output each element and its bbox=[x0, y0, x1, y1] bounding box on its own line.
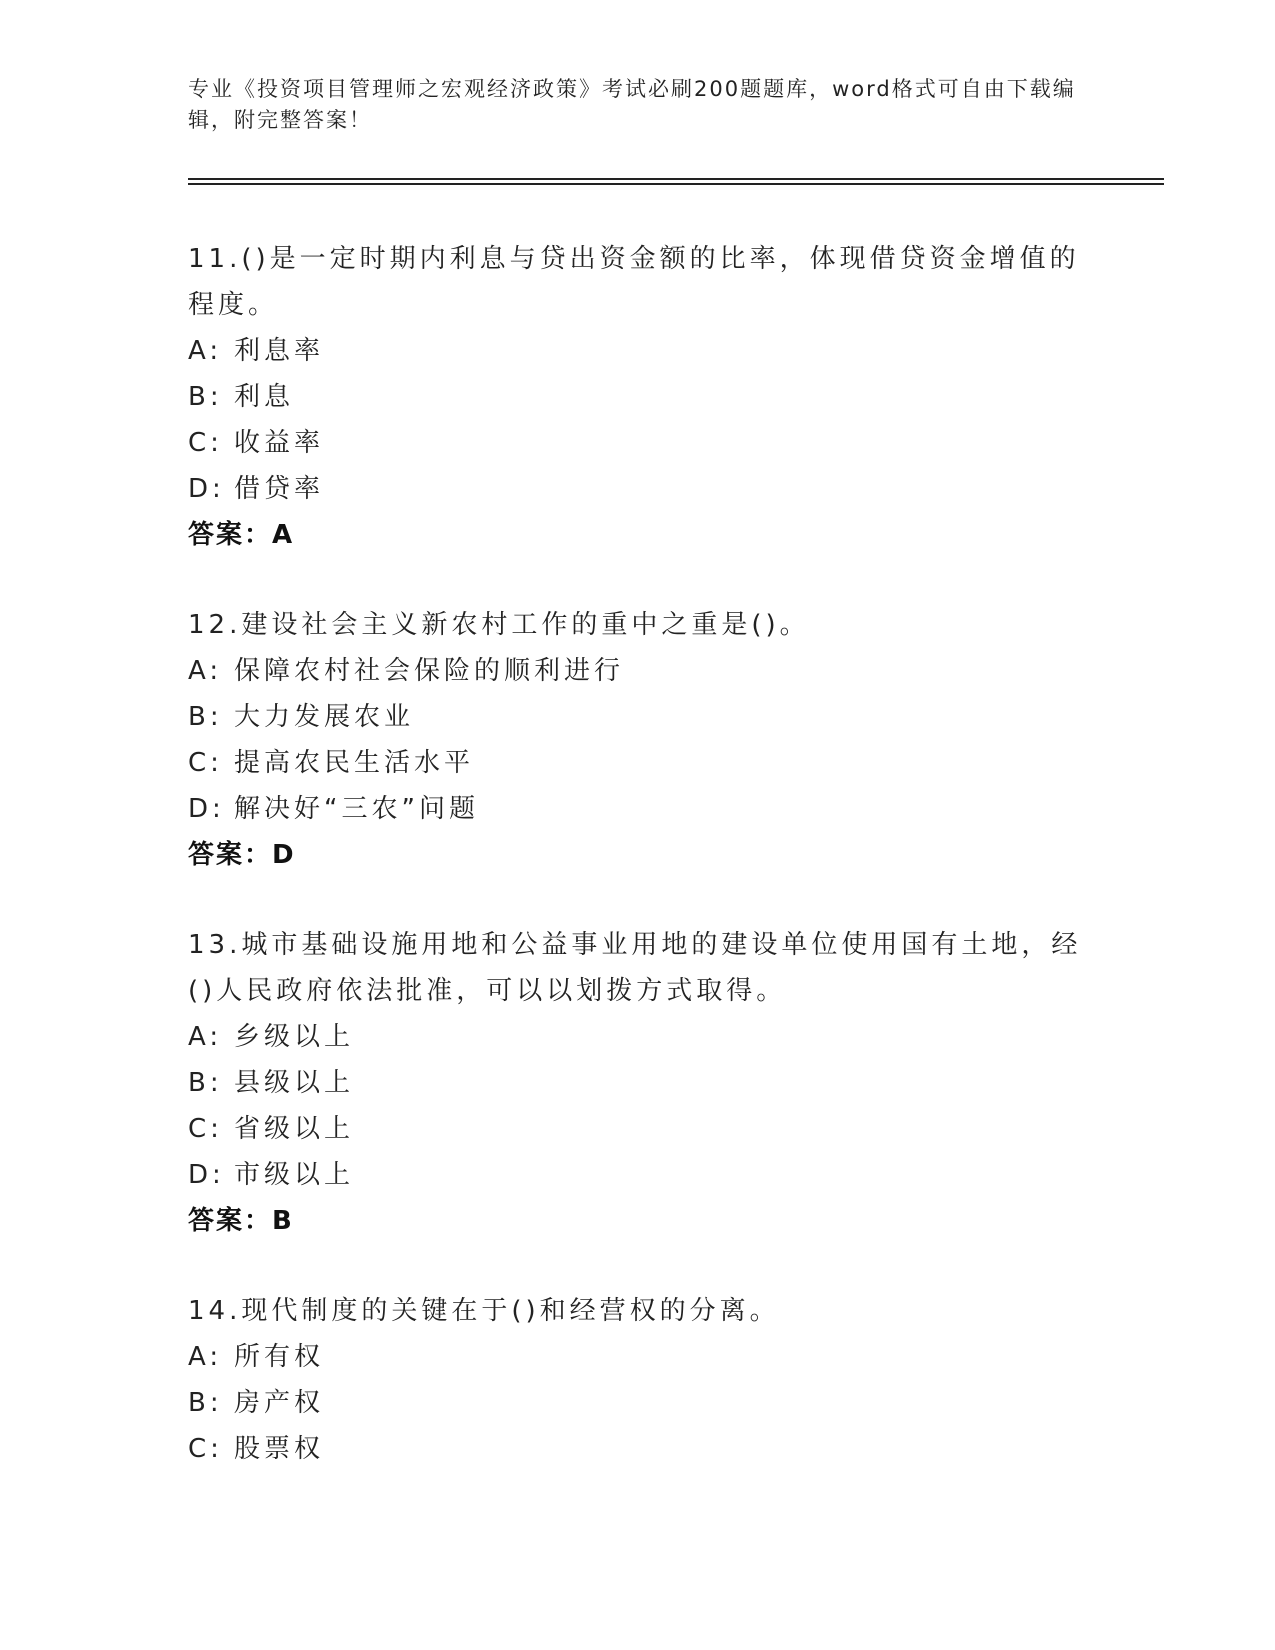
option-c bbox=[188, 1106, 1088, 1152]
header-divider-bottom bbox=[188, 183, 1164, 185]
option-letter: B: bbox=[188, 382, 223, 412]
question-12 bbox=[188, 602, 1088, 878]
option-text: 利息率 bbox=[234, 336, 325, 366]
option-text: 所有权 bbox=[234, 1342, 325, 1372]
option-a bbox=[188, 1014, 1088, 1060]
option-d bbox=[188, 1152, 1088, 1198]
option-text: 收益率 bbox=[234, 428, 325, 458]
answer-line: 答案：B bbox=[188, 1206, 294, 1236]
option-letter: D: bbox=[188, 1160, 225, 1190]
option-d bbox=[188, 786, 1088, 832]
question-14 bbox=[188, 1288, 1088, 1472]
question-stem: 14.现代制度的关键在于()和经营权的分离。 bbox=[188, 1296, 780, 1326]
option-b bbox=[188, 374, 1088, 420]
option-text: 省级以上 bbox=[234, 1114, 355, 1144]
option-letter: B: bbox=[188, 702, 223, 732]
option-letter: D: bbox=[188, 794, 225, 824]
question-list bbox=[188, 236, 1088, 1516]
question-stem: 13.城市基础设施用地和公益事业用地的建设单位使用国有土地，经()人民政府依法批准，可以以划拨方式取得。 bbox=[188, 930, 1082, 1006]
option-text: 房产权 bbox=[234, 1388, 325, 1418]
option-a bbox=[188, 1334, 1088, 1380]
option-c bbox=[188, 740, 1088, 786]
option-a bbox=[188, 648, 1088, 694]
option-text: 市级以上 bbox=[234, 1160, 355, 1190]
question-stem: 12.建设社会主义新农村工作的重中之重是()。 bbox=[188, 610, 810, 640]
question-stem: 11.()是一定时期内利息与贷出资金额的比率，体现借贷资金增值的程度。 bbox=[188, 244, 1080, 320]
option-letter: A: bbox=[188, 1342, 223, 1372]
option-text: 县级以上 bbox=[234, 1068, 355, 1098]
option-letter: C: bbox=[188, 428, 223, 458]
option-b bbox=[188, 1380, 1088, 1426]
option-text: 保障农村社会保险的顺利进行 bbox=[234, 656, 625, 686]
question-11 bbox=[188, 236, 1088, 558]
question-13 bbox=[188, 922, 1088, 1244]
option-d bbox=[188, 466, 1088, 512]
option-letter: C: bbox=[188, 748, 223, 778]
option-b bbox=[188, 1060, 1088, 1106]
option-text: 借贷率 bbox=[234, 474, 325, 504]
option-c bbox=[188, 1426, 1088, 1472]
option-text: 解决好“三农”问题 bbox=[234, 794, 479, 824]
option-b bbox=[188, 694, 1088, 740]
document-intro: 专业《投资项目管理师之宏观经济政策》考试必刷200题题库，word格式可自由下载编辑，附完整答案！ bbox=[188, 77, 1076, 132]
option-letter: B: bbox=[188, 1068, 223, 1098]
option-letter: A: bbox=[188, 1022, 223, 1052]
option-letter: A: bbox=[188, 656, 223, 686]
answer-line: 答案：A bbox=[188, 520, 295, 550]
option-letter: C: bbox=[188, 1114, 223, 1144]
option-letter: A: bbox=[188, 336, 223, 366]
option-text: 提高农民生活水平 bbox=[234, 748, 475, 778]
option-text: 大力发展农业 bbox=[234, 702, 415, 732]
option-c bbox=[188, 420, 1088, 466]
option-letter: D: bbox=[188, 474, 225, 504]
option-text: 乡级以上 bbox=[234, 1022, 355, 1052]
option-a bbox=[188, 328, 1088, 374]
option-letter: B: bbox=[188, 1388, 223, 1418]
header-divider-top bbox=[188, 178, 1164, 180]
option-text: 股票权 bbox=[234, 1434, 325, 1464]
option-text: 利息 bbox=[234, 382, 295, 412]
option-letter: C: bbox=[188, 1434, 223, 1464]
answer-line: 答案：D bbox=[188, 840, 296, 870]
